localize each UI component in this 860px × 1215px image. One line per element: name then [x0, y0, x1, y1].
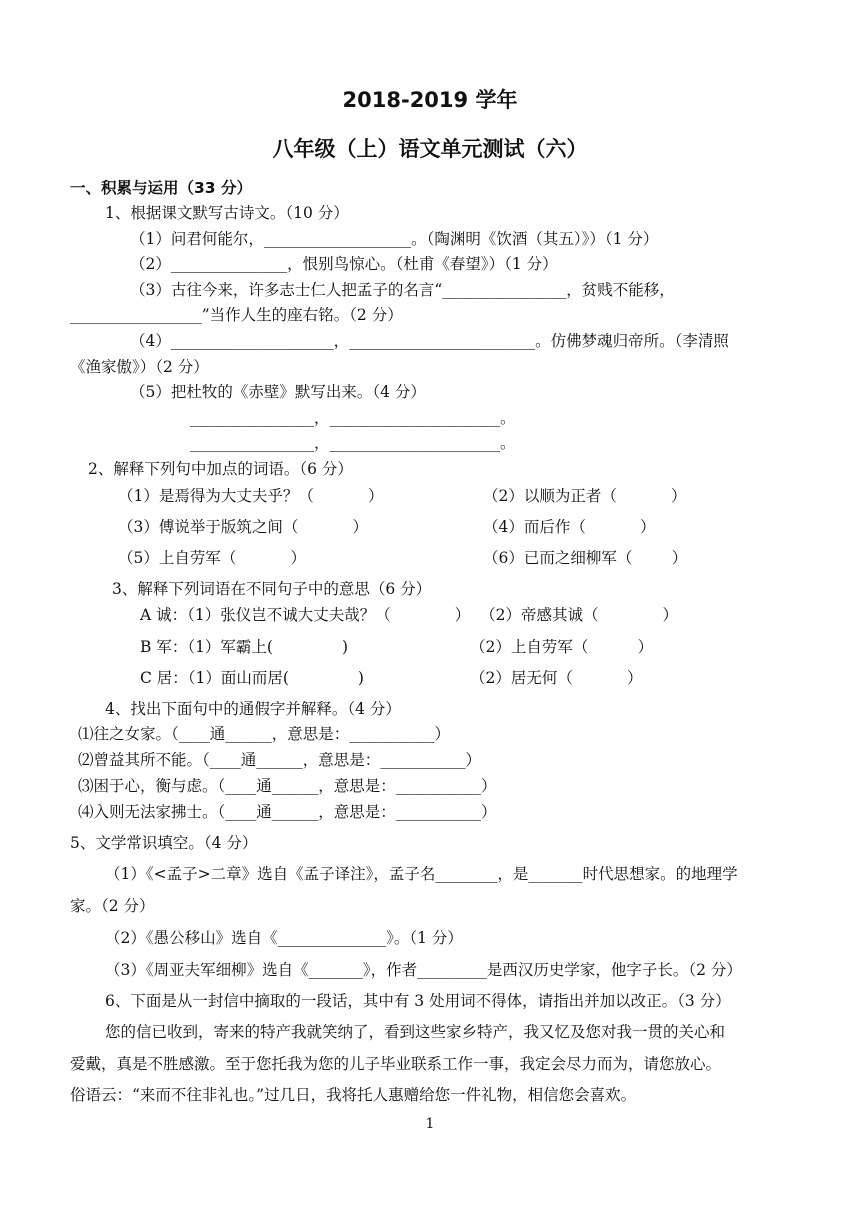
exam-year: 2018-2019 学年: [342, 88, 518, 112]
text-line: 6、下面是从一封信中摘取的一段话，其中有 3 处用词不得体，请指出并加以改正。（3 分）: [105, 992, 731, 1010]
text-line: ⑵曾益其所不能。（____通______，意思是：___________）: [78, 751, 482, 769]
text-line: （5）上自劳军（ ）: [118, 549, 307, 567]
text-line: ⑷入则无法家拂士。（____通______，意思是：___________）: [78, 803, 497, 821]
text-line: 2、解释下列句中加点的词语。（6 分）: [88, 460, 353, 478]
text-line: ________________，______________________。: [190, 434, 516, 452]
text-line: （1）是焉得为大丈夫乎？（ ）: [118, 487, 384, 505]
text-line: 您的信已收到，寄来的特产我就笑纳了，看到这些家乡特产，我又忆及您对我一贯的关心和: [105, 1023, 726, 1041]
text-line: 爱戴，真是不胜感激。至于您托我为您的儿子毕业联系工作一事，我定会尽力而为，请您放心。: [70, 1055, 722, 1073]
exam-title: 八年级（上）语文单元测试（六）: [272, 137, 588, 161]
text-line: 5、文学常识填空。（4 分）: [70, 834, 258, 852]
text-line: 4、找出下面句中的通假字并解释。（4 分）: [105, 700, 401, 718]
text-line: A 诚：（1）张仪岂不诚大丈夫哉？（ ） （2）帝感其诚（ ）: [140, 606, 679, 624]
text-line: （3）傅说举于版筑之间（ ）: [118, 518, 369, 536]
text-line: （2）《愚公移山》选自《______________》。（1 分）: [105, 929, 463, 947]
text-line: （2）上自劳军（ ）: [470, 638, 654, 656]
text-line: （5）把杜牧的《赤壁》默写出来。（4 分）: [130, 383, 426, 401]
text-line: 《渔家傲》）（2 分）: [70, 358, 209, 376]
text-line: 3、解释下列词语在不同句子中的意思（6 分）: [112, 580, 432, 598]
page-number: 1: [425, 1116, 435, 1132]
text-line: ________________，______________________。: [190, 409, 516, 427]
text-line: 俗语云：“来而不往非礼也。”过几日，我将托人惠赠给您一件礼物，相信您会喜欢。: [70, 1086, 637, 1104]
text-line: （2）居无何（ ）: [470, 669, 643, 687]
text-line: 家。（2 分）: [70, 897, 155, 915]
text-line: ⑴往之女家。（____通______，意思是：___________）: [78, 725, 451, 743]
text-line: C 居：（1）面山而居( ): [140, 669, 364, 687]
text-line: （4）_____________________，________________________。仿佛梦魂归帝所。（李清照: [130, 332, 729, 350]
text-line: _________________”当作人生的座右铭。（2 分）: [70, 306, 403, 324]
text-line: B 军：（1）军霸上( ): [140, 638, 349, 656]
text-line: （1）问君何能尔，___________________。（陶渊明《饮酒（其五）》）（1 分）: [130, 230, 659, 248]
text-line: （4）而后作（ ）: [483, 518, 656, 536]
text-line: （6）已而之细柳军（ ）: [483, 549, 688, 567]
text-line: （2）以顺为正者（ ）: [483, 487, 687, 505]
text-line: ⑶困于心，衡与虑。（____通______，意思是：___________）: [78, 777, 497, 795]
text-line: （2）_______________，恨别鸟惊心。（杜甫《春望》）（1 分）: [130, 255, 558, 273]
text-line: （1）《<孟子>二章》选自《孟子译注》，孟子名________，是_______时代思想家。的地理学: [105, 865, 738, 883]
text-line: （3）古往今来，许多志士仁人把孟子的名言“________________，贫贱不能移，: [130, 281, 675, 299]
text-line: 一、积累与运用（33 分）: [70, 179, 252, 197]
text-line: （3）《周亚夫军细柳》选自《_______》，作者_________是西汉历史学家，他字子长。（2 分）: [105, 961, 742, 979]
text-line: 1、根据课文默写古诗文。（10 分）: [105, 204, 349, 222]
